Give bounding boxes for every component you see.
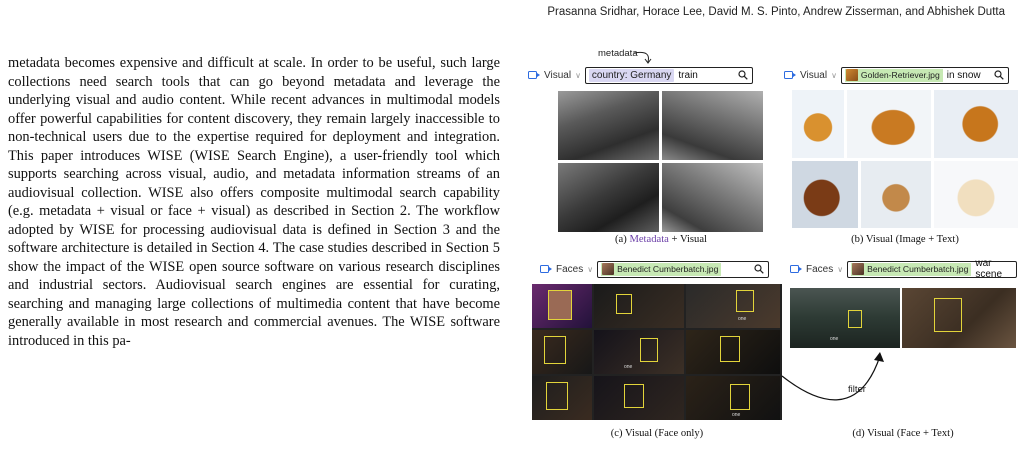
result-image[interactable] <box>934 90 1018 158</box>
result-image[interactable] <box>662 163 763 232</box>
result-grid <box>790 288 1016 348</box>
caption-a: (a) Metadata + Visual <box>615 234 707 245</box>
result-image[interactable]: one <box>686 376 780 420</box>
mode-label: Faces <box>806 263 834 275</box>
result-image[interactable] <box>532 284 592 328</box>
search-input[interactable] <box>585 67 753 84</box>
result-image[interactable] <box>792 161 858 228</box>
metadata-arrow <box>632 50 672 66</box>
result-image[interactable]: one <box>686 284 780 328</box>
metadata-annotation: metadata <box>598 48 638 59</box>
query-text: war scene <box>975 258 1003 280</box>
result-image[interactable]: one <box>594 330 684 374</box>
running-header: Prasanna Sridhar, Horace Lee, David M. S. Pinto, Andrew Zisserman, and Abhishek Dutta <box>547 6 1005 18</box>
caption-c: (c) Visual (Face only) <box>610 428 704 439</box>
filter-annotation: filter <box>848 384 866 395</box>
result-image[interactable] <box>902 288 1016 348</box>
caption-d: (d) Visual (Face + Text) <box>852 428 954 439</box>
body-paragraph: metadata becomes expensive and difficult at scale. In order to be useful, such large collections need search tools that can go beyond metadata and leverage the underlying visual and audio content. While recent advances in multimodal models offer powerful capabilities for content discovery, they remain largely inaccessible to non-technical users due to the expertise required for deployment and integration. This paper introduces WISE (WISE Search Engine), a user-friendly tool which supports searching across visual, audio, and metadata information streams of an audiovisual collection. WISE also offers composite multimodal search capability (e.g. metadata + visual or face + visual) as described in Section 2. The workflow adopted by WISE for processing audiovisual data is defined in Section 3 and the software architecture is detailed in Section 4. The case studies described in Section 5 show the impact of the WISE open source software on various research disciplines and industrial sectors. Audiovisual search engines are essential for curating, searching and managing large collections of multimedia content that have become generally available in most research and commercial avenues. The WISE software introduced in this pa- <box>8 55 500 349</box>
result-image[interactable] <box>792 90 844 158</box>
image-chip[interactable]: Golden-Retriever.jpg <box>845 69 943 82</box>
mode-label: Visual <box>800 69 828 81</box>
result-image[interactable] <box>847 90 931 158</box>
magnifier-icon[interactable] <box>738 70 748 80</box>
result-image[interactable] <box>594 284 684 328</box>
result-image[interactable] <box>934 161 1018 228</box>
search-input[interactable] <box>847 258 1017 280</box>
search-input[interactable] <box>841 67 1009 84</box>
panel-d <box>790 260 1018 460</box>
magnifier-icon[interactable] <box>754 264 764 274</box>
caption-b: (b) Visual (Image + Text) <box>851 234 959 245</box>
panel-b <box>784 56 1018 246</box>
caption-metadata-word: Metadata <box>629 234 669 245</box>
image-chip[interactable]: Benedict Cumberbatch.jpg <box>851 263 971 276</box>
result-image[interactable] <box>558 163 659 232</box>
face-result-grid <box>532 284 782 420</box>
magnifier-icon[interactable] <box>994 70 1004 80</box>
mode-select[interactable] <box>528 67 581 83</box>
result-image[interactable] <box>558 91 659 160</box>
face-thumbnail-icon <box>852 263 864 275</box>
mode-label: Visual <box>544 69 572 81</box>
chevron-down-icon: ∨ <box>575 70 581 80</box>
panel-c <box>528 260 784 460</box>
dog-thumbnail-icon <box>846 69 858 81</box>
video-icon <box>790 265 799 273</box>
query-text: in snow <box>946 69 981 81</box>
metadata-chip[interactable]: country: Germany <box>589 69 674 82</box>
chevron-down-icon: ∨ <box>831 70 837 80</box>
chevron-down-icon: ∨ <box>837 264 844 274</box>
panel-a <box>528 48 768 246</box>
result-image[interactable] <box>686 330 780 374</box>
result-image[interactable] <box>594 376 684 420</box>
video-icon <box>540 265 549 273</box>
image-chip[interactable]: Benedict Cumberbatch.jpg <box>601 263 721 276</box>
video-icon <box>784 71 793 79</box>
search-input[interactable] <box>597 261 769 278</box>
query-text: train <box>678 69 698 81</box>
result-grid <box>792 90 1018 228</box>
result-image[interactable]: one <box>790 288 900 348</box>
result-grid <box>558 91 764 232</box>
chevron-down-icon: ∨ <box>587 264 594 274</box>
result-image[interactable] <box>532 376 592 420</box>
result-image[interactable] <box>861 161 931 228</box>
result-image[interactable] <box>532 330 592 374</box>
result-image[interactable] <box>662 91 763 160</box>
mode-label: Faces <box>556 263 584 275</box>
video-icon <box>528 71 537 79</box>
figure-1 <box>528 48 1018 468</box>
mode-select[interactable] <box>540 261 593 277</box>
face-thumbnail-icon <box>602 263 614 275</box>
mode-select[interactable] <box>784 67 837 83</box>
mode-select[interactable] <box>790 261 843 277</box>
